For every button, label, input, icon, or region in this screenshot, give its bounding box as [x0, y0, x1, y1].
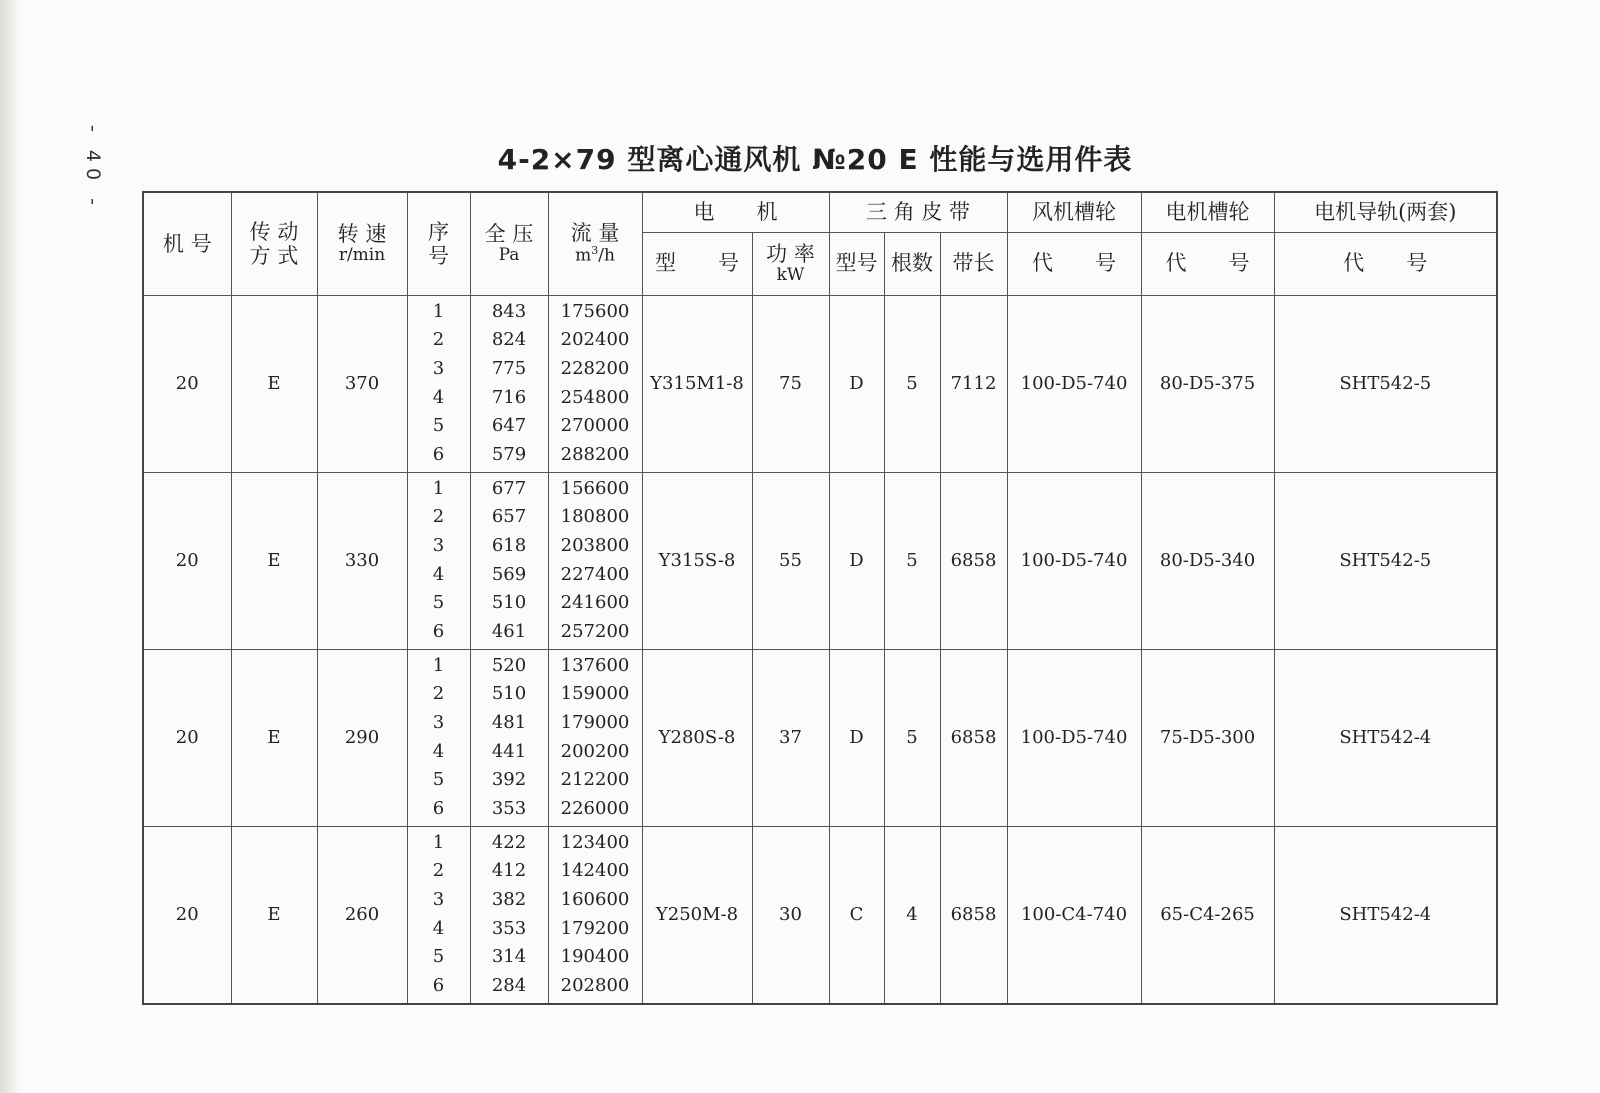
header-flow-unit-h: /h: [598, 245, 615, 266]
seq-value: 4: [432, 563, 445, 585]
header-motor-power-line1: 功 率: [766, 241, 815, 266]
cell-pressure: [470, 295, 548, 472]
cell-pressure: [470, 472, 548, 649]
cell-motor-power: 55: [752, 472, 829, 649]
header-seq-line2: 号: [428, 243, 449, 268]
cell-model-no: 20: [143, 295, 231, 472]
seq-value: 6: [432, 621, 445, 643]
seq-value: 1: [432, 654, 445, 676]
cell-speed: 370: [317, 295, 407, 472]
cell-drive: E: [231, 649, 317, 826]
header-flow-unit-sup: 3: [591, 244, 599, 258]
page-title: 4-2×79 型离心通风机 №20 E 性能与选用件表: [497, 143, 1133, 176]
seq-value: 3: [432, 535, 445, 557]
table-body: [143, 295, 1497, 1004]
header-motor-power-unit: kW: [776, 264, 805, 285]
seq-value: 3: [432, 889, 445, 911]
cell-seq: [407, 826, 470, 1004]
header-vbelt-type: 型号: [829, 232, 884, 295]
cell-motor-rail: SHT542-5: [1274, 472, 1497, 649]
flow-value: 202800: [560, 975, 630, 997]
flow-value: 179200: [560, 917, 630, 939]
cell-motor-pulley: 80-D5-375: [1141, 295, 1274, 472]
cell-speed: 260: [317, 826, 407, 1004]
cell-seq: [407, 649, 470, 826]
flow-value: 190400: [560, 946, 630, 968]
flow-value: 203800: [560, 535, 630, 557]
pressure-value: 677: [491, 477, 527, 499]
performance-table: [142, 191, 1498, 1005]
header-speed: [317, 192, 407, 295]
flow-value: 227400: [560, 563, 630, 585]
pressure-value: 510: [491, 683, 527, 705]
cell-flow: [548, 295, 642, 472]
pressure-value: 422: [491, 831, 527, 853]
cell-seq: [407, 472, 470, 649]
cell-motor-power: 30: [752, 826, 829, 1004]
header-pressure-unit: Pa: [498, 245, 520, 266]
cell-belt-count: 5: [884, 295, 940, 472]
seq-value: 4: [432, 740, 445, 762]
cell-drive: E: [231, 295, 317, 472]
cell-motor-power: 75: [752, 295, 829, 472]
flow-value: 226000: [560, 798, 630, 820]
flow-value: 159000: [560, 683, 630, 705]
header-flow-unit-m: m: [575, 245, 592, 266]
header-motor-rail: 电机导轨(两套): [1274, 192, 1497, 232]
pressure-value: 657: [491, 506, 527, 528]
cell-motor-pulley: 65-C4-265: [1141, 826, 1274, 1004]
header-flow-line1: 流 量: [570, 221, 620, 246]
cell-belt-type: C: [829, 826, 884, 1004]
cell-flow: [548, 826, 642, 1004]
cell-fan-pulley: 100-C4-740: [1007, 826, 1141, 1004]
pressure-value: 441: [491, 740, 527, 762]
header-drive-type-line2: 方 式: [249, 243, 299, 268]
cell-motor-power: 37: [752, 649, 829, 826]
seq-value: 1: [432, 477, 445, 499]
seq-value: 6: [432, 798, 445, 820]
header-fan-pulley: 风机槽轮: [1007, 192, 1141, 232]
cell-belt-type: D: [829, 295, 884, 472]
cell-speed: 330: [317, 472, 407, 649]
seq-value: 1: [432, 831, 445, 853]
cell-drive: E: [231, 472, 317, 649]
flow-value: 160600: [560, 889, 630, 911]
cell-belt-length: 6858: [940, 472, 1007, 649]
cell-motor-model: Y250M-8: [642, 826, 752, 1004]
flow-value: 123400: [560, 831, 630, 853]
pressure-value: 579: [491, 444, 527, 466]
header-flow: [548, 192, 642, 295]
page-binding-shadow: [0, 0, 22, 1093]
seq-value: 5: [432, 769, 445, 791]
header-motor-pulley-code: 代 号: [1141, 232, 1274, 295]
flow-value: 241600: [560, 592, 630, 614]
seq-value: 3: [432, 358, 445, 380]
seq-value: 2: [432, 683, 445, 705]
pressure-value: 824: [491, 329, 527, 351]
flow-value: 228200: [560, 358, 630, 380]
cell-fan-pulley: 100-D5-740: [1007, 472, 1141, 649]
header-speed-unit: r/min: [338, 245, 386, 266]
header-flow-unit: [549, 245, 642, 266]
cell-belt-count: 4: [884, 826, 940, 1004]
cell-motor-rail: SHT542-4: [1274, 826, 1497, 1004]
pressure-value: 461: [491, 621, 527, 643]
header-vbelt-count: 根数: [884, 232, 940, 295]
flow-value: 200200: [560, 740, 630, 762]
cell-speed: 290: [317, 649, 407, 826]
flow-value: 180800: [560, 506, 630, 528]
header-pressure-line1: 全 压: [484, 221, 534, 246]
header-motor: 电 机: [642, 192, 829, 232]
seq-value: 2: [432, 329, 445, 351]
header-vbelt: 三 角 皮 带: [829, 192, 1007, 232]
pressure-value: 392: [491, 769, 527, 791]
flow-value: 212200: [560, 769, 630, 791]
cell-belt-length: 7112: [940, 295, 1007, 472]
cell-model-no: 20: [143, 826, 231, 1004]
pressure-value: 353: [491, 798, 527, 820]
cell-motor-model: Y315M1-8: [642, 295, 752, 472]
header-fan-pulley-code: 代 号: [1007, 232, 1141, 295]
header-seq: [407, 192, 470, 295]
pressure-value: 284: [491, 975, 527, 997]
seq-value: 6: [432, 444, 445, 466]
flow-value: 254800: [560, 386, 630, 408]
pressure-value: 647: [491, 415, 527, 437]
pressure-value: 775: [491, 358, 527, 380]
cell-pressure: [470, 649, 548, 826]
cell-seq: [407, 295, 470, 472]
flow-value: 156600: [560, 477, 630, 499]
header-seq-line1: 序: [428, 219, 449, 244]
cell-motor-rail: SHT542-4: [1274, 649, 1497, 826]
cell-motor-pulley: 80-D5-340: [1141, 472, 1274, 649]
cell-motor-rail: SHT542-5: [1274, 295, 1497, 472]
cell-flow: [548, 649, 642, 826]
seq-value: 2: [432, 506, 445, 528]
pressure-value: 618: [491, 535, 527, 557]
cell-belt-count: 5: [884, 649, 940, 826]
header-pressure: [470, 192, 548, 295]
cell-belt-type: D: [829, 472, 884, 649]
cell-fan-pulley: 100-D5-740: [1007, 649, 1141, 826]
cell-motor-pulley: 75-D5-300: [1141, 649, 1274, 826]
table-row: [143, 295, 1497, 472]
header-speed-line1: 转 速: [337, 221, 387, 246]
flow-value: 142400: [560, 860, 630, 882]
flow-value: 257200: [560, 621, 630, 643]
cell-fan-pulley: 100-D5-740: [1007, 295, 1141, 472]
header-model-no: 机 号: [143, 192, 231, 295]
cell-motor-model: Y315S-8: [642, 472, 752, 649]
flow-value: 270000: [560, 415, 630, 437]
cell-model-no: 20: [143, 472, 231, 649]
cell-belt-length: 6858: [940, 826, 1007, 1004]
pressure-value: 314: [491, 946, 527, 968]
table-row: [143, 472, 1497, 649]
pressure-value: 520: [491, 654, 527, 676]
seq-value: 5: [432, 415, 445, 437]
header-drive-type: [231, 192, 317, 295]
flow-value: 175600: [560, 300, 630, 322]
header-drive-type-line1: 传 动: [249, 219, 299, 244]
pressure-value: 510: [491, 592, 527, 614]
seq-value: 5: [432, 592, 445, 614]
table-header: [143, 192, 1497, 295]
table-row: [143, 649, 1497, 826]
cell-belt-count: 5: [884, 472, 940, 649]
seq-value: 1: [432, 300, 445, 322]
seq-value: 6: [432, 975, 445, 997]
flow-value: 179000: [560, 712, 630, 734]
table-row: [143, 826, 1497, 1004]
cell-drive: E: [231, 826, 317, 1004]
seq-value: 2: [432, 860, 445, 882]
pressure-value: 382: [491, 889, 527, 911]
cell-belt-length: 6858: [940, 649, 1007, 826]
cell-flow: [548, 472, 642, 649]
page-number: - 40 -: [82, 125, 104, 211]
header-motor-power: [752, 232, 829, 295]
cell-model-no: 20: [143, 649, 231, 826]
header-vbelt-length: 带长: [940, 232, 1007, 295]
pressure-value: 412: [491, 860, 527, 882]
cell-belt-type: D: [829, 649, 884, 826]
pressure-value: 569: [491, 563, 527, 585]
header-motor-rail-code: 代 号: [1274, 232, 1497, 295]
seq-value: 4: [432, 386, 445, 408]
flow-value: 137600: [560, 654, 630, 676]
seq-value: 3: [432, 712, 445, 734]
seq-value: 5: [432, 946, 445, 968]
flow-value: 288200: [560, 444, 630, 466]
flow-value: 202400: [560, 329, 630, 351]
pressure-value: 716: [491, 386, 527, 408]
header-motor-model: 型 号: [642, 232, 752, 295]
cell-pressure: [470, 826, 548, 1004]
pressure-value: 481: [491, 712, 527, 734]
cell-motor-model: Y280S-8: [642, 649, 752, 826]
seq-value: 4: [432, 917, 445, 939]
pressure-value: 353: [491, 917, 527, 939]
header-motor-pulley: 电机槽轮: [1141, 192, 1274, 232]
pressure-value: 843: [491, 300, 527, 322]
